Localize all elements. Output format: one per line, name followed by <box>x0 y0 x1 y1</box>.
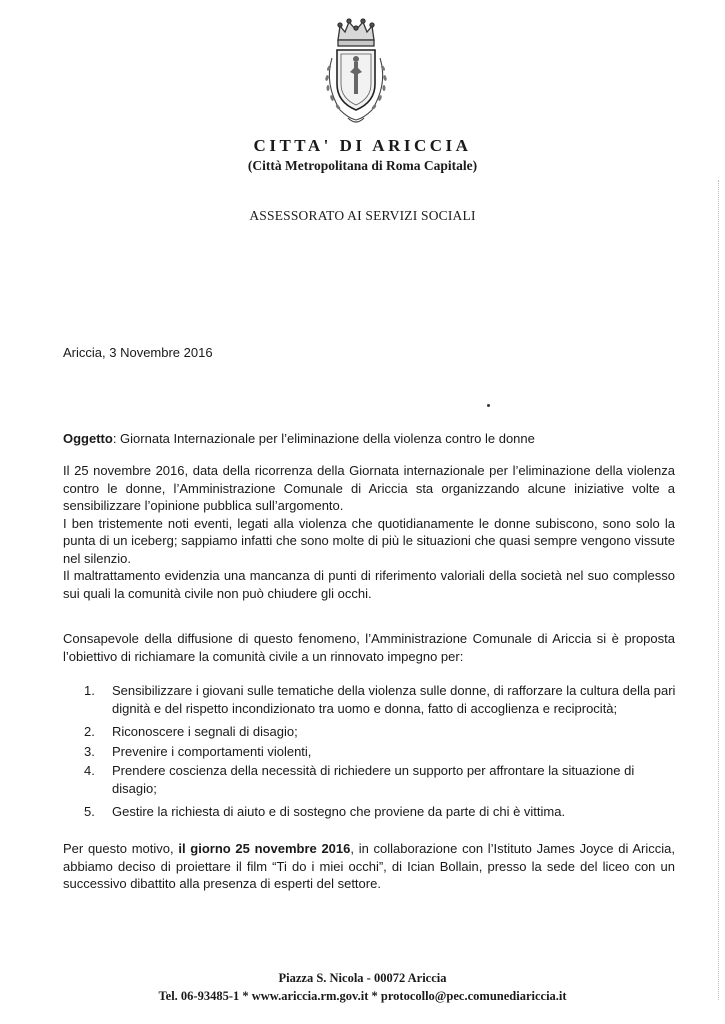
purpose-paragraph: Consapevole della diffusione di questo fenomeno, l’Amministrazione Comunale di Ariccia si è proposta l’obiettivo di richiamare la comunità civile a un rinnovato impegno per: <box>63 631 675 664</box>
letter-subject <box>63 431 673 446</box>
intro-sentence: Il maltrattamento evidenzia una mancanza di punti di riferimento valoriali della società nel suo complesso sui quali la comunità civile non può chiudere gli occhi. <box>63 568 675 601</box>
event-date: il giorno 25 novembre 2016 <box>178 841 351 856</box>
event-text-post: , in collaborazione con l’Istituto James Joyce di Ariccia, abbiamo deciso di proiettare il film “Ti do i miei occhi”, di Ician Bollain, presso la sede del liceo con un successivo dibattito alla presenza di esperti del settore. <box>63 841 675 891</box>
letter-date: Ariccia, 3 Novembre 2016 <box>63 345 213 360</box>
city-subtitle: (Città Metropolitana di Roma Capitale) <box>247 158 478 173</box>
subject-label: Oggetto <box>63 431 113 446</box>
list-number: 2. <box>84 724 95 739</box>
list-number: 4. <box>84 763 95 778</box>
list-number: 5. <box>84 804 95 819</box>
list-item <box>84 803 682 821</box>
list-text: Gestire la richiesta di aiuto e di sostegno che proviene da parte di chi è vittima. <box>112 804 566 819</box>
intro-paragraph <box>63 462 675 602</box>
intro-sentence: Il 25 novembre 2016, data della ricorrenza della Giornata internazionale per l’eliminazione della violenza contro le donne, l’Amministrazione Comunale di Ariccia sta organizzando alcune iniziative volte a sensibilizzare l’opinione pubblica sull’argomento. <box>63 463 675 513</box>
intro-sentence: I ben tristemente noti eventi, legati alla violenza che quotidianamente le donne subiscono, sono solo la punta di un iceberg; sappiamo infatti che sono molte di più le situazioni che quasi sempre vengono vissute nel silenzio. <box>63 515 675 566</box>
footer-contacts: Tel. 06-93485-1 * www.ariccia.rm.gov.it * protocollo@pec.comunediariccia.it <box>158 989 567 1003</box>
list-item <box>84 762 682 797</box>
list-text: Prendere coscienza della necessità di richiedere un supporto per affrontare la situazione di disagio; <box>112 763 635 796</box>
municipal-coat-of-arms-icon <box>318 18 394 130</box>
list-item <box>84 743 682 761</box>
scan-edge-line <box>718 180 720 1000</box>
event-paragraph <box>63 840 675 893</box>
list-number: 1. <box>84 683 95 698</box>
list-item <box>84 723 682 741</box>
scan-dot <box>487 404 490 407</box>
subject-text: : Giornata Internazionale per l’eliminazione della violenza contro le donne <box>112 431 535 446</box>
footer-address: Piazza S. Nicola - 00072 Ariccia <box>278 971 447 985</box>
event-text-pre: Per questo motivo, <box>63 841 179 856</box>
department-name: ASSESSORATO AI SERVIZI SOCIALI <box>249 208 476 223</box>
list-number: 3. <box>84 743 95 759</box>
list-text: Prevenire i comportamenti violenti, <box>112 743 312 759</box>
commitment-list <box>84 682 682 823</box>
city-name: CITTA' DI ARICCIA <box>253 136 472 155</box>
list-item <box>84 682 682 717</box>
list-text: Riconoscere i segnali di disagio; <box>112 724 298 739</box>
list-text: Sensibilizzare i giovani sulle tematiche della violenza sulle donne, di rafforzare la cultura della pari dignità e del rispetto incondizionato tra uomo e donna, fatto di accoglienza e reciprocità; <box>112 683 676 716</box>
